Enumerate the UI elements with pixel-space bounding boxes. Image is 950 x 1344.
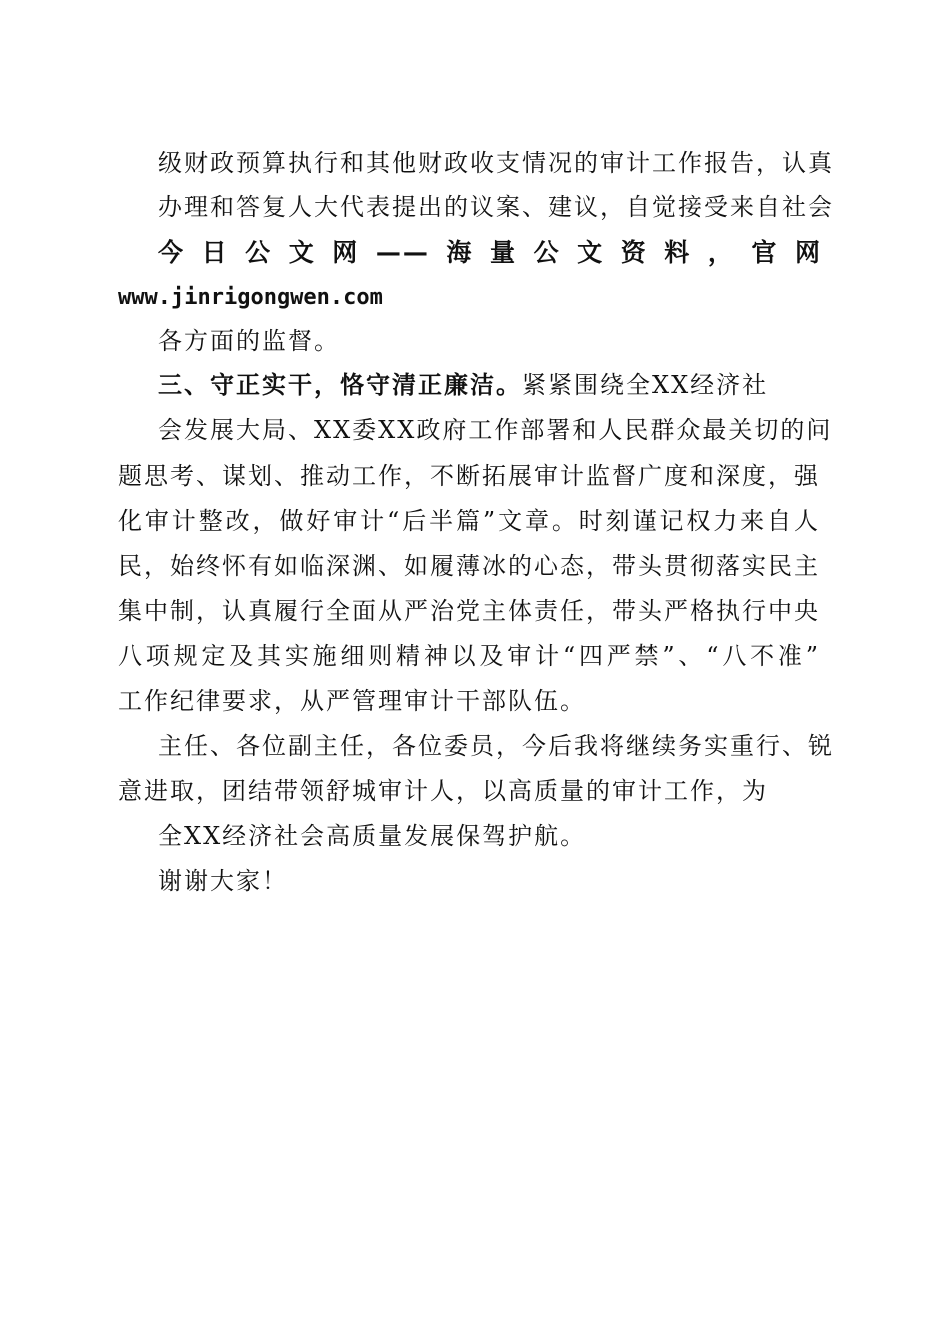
paragraph-line: 全XX经济社会高质量发展保驾护航。: [158, 822, 587, 850]
section-heading-line: [158, 370, 768, 400]
paragraph-line: 办理和答复人大代表提出的议案、建议，自觉接受来自社会: [158, 193, 834, 221]
paragraph-line: 主任、各位副主任，各位委员，今后我将继续务实重行、锐: [158, 732, 834, 760]
paragraph-line: 八项规定及其实施细则精神以及审计“四严禁”、“八不准”: [118, 642, 820, 670]
paragraph-line: 意进取，团结带领舒城审计人，以高质量的审计工作，为: [118, 777, 768, 805]
section-text: 紧紧围绕全XX经济社: [522, 371, 769, 399]
watermark-banner: 今日公文网——海量公文资料，官网: [158, 238, 822, 267]
paragraph-line: 民，始终怀有如临深渊、如履薄冰的心态，带头贯彻落实民主: [118, 552, 820, 580]
paragraph-line: 化审计整改，做好审计“后半篇”文章。时刻谨记权力来自人: [118, 507, 820, 535]
paragraph-line: 级财政预算执行和其他财政收支情况的审计工作报告，认真: [158, 149, 834, 177]
paragraph-line: 工作纪律要求，从严管理审计干部队伍。: [118, 687, 586, 715]
paragraph-line: 各方面的监督。: [158, 327, 340, 355]
watermark-url: www.jinrigongwen.com: [118, 285, 383, 310]
paragraph-line: 会发展大局、XX委XX政府工作部署和人民群众最关切的问: [158, 416, 833, 444]
paragraph-line: 谢谢大家！: [158, 867, 288, 895]
section-heading: 三、守正实干，恪守清正廉洁。: [158, 371, 522, 399]
paragraph-line: 集中制，认真履行全面从严治党主体责任，带头严格执行中央: [118, 597, 820, 625]
paragraph-line: 题思考、谋划、推动工作，不断拓展审计监督广度和深度，强: [118, 462, 820, 490]
